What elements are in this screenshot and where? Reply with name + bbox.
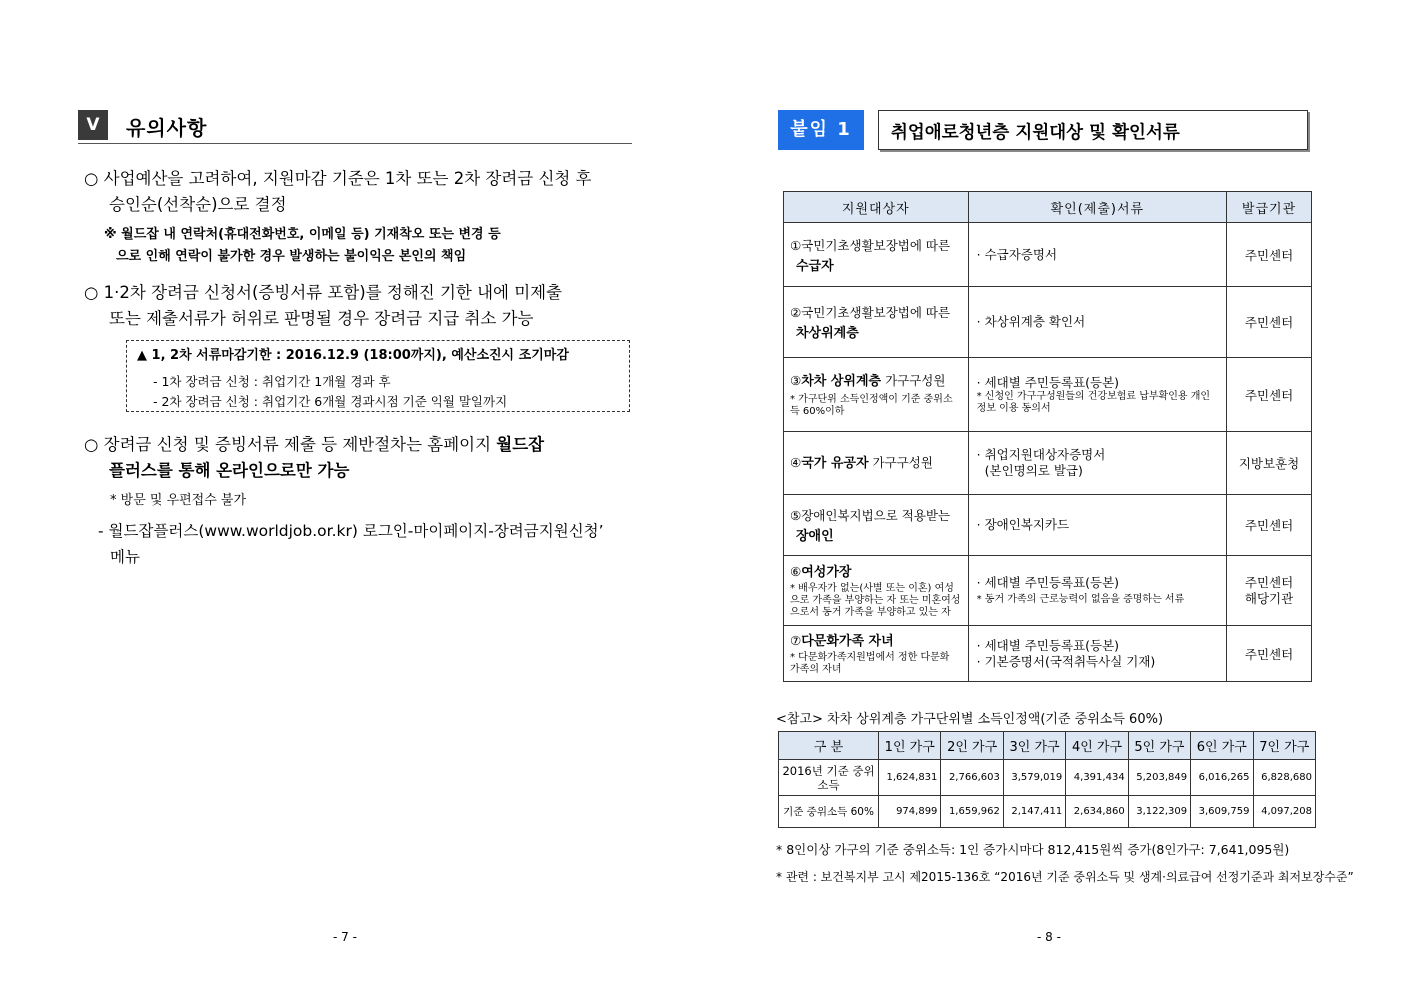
deadline-item-2: - 2차 장려금 신청 : 취업기간 6개월 경과시점 기준 익월 말일까지 bbox=[153, 394, 508, 409]
ref-cell: 3,609,759 bbox=[1191, 796, 1253, 828]
documents-cell bbox=[968, 287, 1226, 358]
reference-caption: <참고> 차차 상위계층 가구단위별 소득인정액(기준 중위소득 60%) bbox=[776, 712, 1164, 727]
document-note: * 신청인 가구구성원들의 건강보험료 납부확인용 개인정보 이용 동의서 bbox=[976, 390, 1211, 414]
ref-cell: 1,624,831 bbox=[879, 760, 941, 796]
target-note: * 배우자가 없는(사별 또는 이혼) 여성으로 가족을 부양하는 자 또는 미혼여성으로서 동거 가족을 부양하고 있는 자 bbox=[790, 583, 961, 618]
header-target: 지원대상자 bbox=[784, 192, 969, 223]
document-item: · 차상위계층 확인서 bbox=[976, 314, 1086, 329]
ref-header-row bbox=[779, 732, 1316, 760]
section-number-badge: Ⅴ bbox=[78, 110, 108, 140]
footnote-1: * 8인이상 가구의 기준 중위소득: 1인 증가시마다 812,415원씩 증가(8인가구: 7,641,095원) bbox=[776, 842, 1290, 857]
table-row bbox=[784, 223, 1312, 287]
table-row bbox=[784, 556, 1312, 626]
paragraph-1-note-line-1: ※ 월드잡 내 연락처(휴대전화번호, 이메일 등) 기재착오 또는 변경 등 bbox=[104, 227, 501, 242]
target-text: ③ bbox=[790, 373, 802, 388]
target-text: ②국민기초생활보장법에 따른 bbox=[790, 305, 951, 320]
ref-cell: 2,634,860 bbox=[1066, 796, 1128, 828]
target-cell bbox=[784, 432, 969, 495]
ref-header-col: 4인 가구 bbox=[1066, 732, 1128, 760]
document-item: · 세대별 주민등록표(등본) bbox=[976, 575, 1120, 590]
ref-cell: 1,659,962 bbox=[941, 796, 1003, 828]
footnote-2: * 관련 : 보건복지부 고시 제2015-136호 “2016년 기준 중위소득 및 생계·의료급여 선정기준과 최저보장수준” bbox=[776, 870, 1354, 884]
documents-cell bbox=[968, 626, 1226, 682]
issuer-cell: 지방보훈청 bbox=[1227, 432, 1312, 495]
ref-header-label: 구 분 bbox=[779, 732, 879, 760]
issuer-cell: 주민센터 bbox=[1227, 287, 1312, 358]
target-cell bbox=[784, 495, 969, 556]
paragraph-3-line-1 bbox=[84, 432, 544, 458]
target-bold-text: 수급자 bbox=[796, 258, 834, 274]
paragraph-3-worldjob: 월드잡 bbox=[496, 435, 545, 454]
paragraph-3-line-2: 플러스를 통해 온라인으로만 가능 bbox=[109, 461, 350, 480]
eligibility-table bbox=[783, 191, 1312, 682]
table-row bbox=[784, 432, 1312, 495]
section-header bbox=[78, 108, 632, 144]
ref-cell: 6,828,680 bbox=[1253, 760, 1315, 796]
documents-cell bbox=[968, 223, 1226, 287]
table-row bbox=[784, 287, 1312, 358]
paragraph-2-line-2: 또는 제출서류가 허위로 판명될 경우 장려금 지급 취소 가능 bbox=[109, 309, 534, 328]
target-cell bbox=[784, 358, 969, 432]
paragraph-3-text: ○ 장려금 신청 및 증빙서류 제출 등 제반절차는 홈페이지 bbox=[84, 435, 497, 454]
ref-header-col: 7인 가구 bbox=[1253, 732, 1315, 760]
target-suffix: 가구구성원 bbox=[881, 373, 946, 388]
ref-cell: 4,391,434 bbox=[1066, 760, 1128, 796]
paragraph-3-menu-line-1: - 월드잡플러스(www.worldjob.or.kr) 로그인-마이페이지-장려금지원신청’ bbox=[98, 522, 604, 540]
document-item: · 장애인복지카드 bbox=[976, 517, 1070, 532]
target-text: ⑤장애인복지법으로 적용받는 bbox=[790, 508, 951, 523]
ref-cell: 6,016,265 bbox=[1191, 760, 1253, 796]
income-reference-table bbox=[778, 731, 1316, 828]
target-cell bbox=[784, 223, 969, 287]
ref-cell: 974,899 bbox=[879, 796, 941, 828]
target-cell bbox=[784, 287, 969, 358]
documents-cell bbox=[968, 556, 1226, 626]
header-issuer: 발급기관 bbox=[1227, 192, 1312, 223]
ref-cell: 3,122,309 bbox=[1128, 796, 1190, 828]
paragraph-1-line-1: ○ 사업예산을 고려하여, 지원마감 기준은 1차 또는 2차 장려금 신청 후 bbox=[84, 169, 592, 188]
documents-cell bbox=[968, 495, 1226, 556]
page-number-left: - 7 - bbox=[333, 930, 357, 944]
deadline-box bbox=[126, 340, 630, 412]
document-item: · 취업지원대상자증명서 bbox=[976, 447, 1106, 462]
issuer-cell: 주민센터 bbox=[1227, 626, 1312, 682]
target-cell bbox=[784, 626, 969, 682]
issuer-cell: 주민센터 해당기관 bbox=[1227, 556, 1312, 626]
target-bold-text: 차차 상위계층 bbox=[801, 374, 882, 389]
header-documents: 확인(제출)서류 bbox=[968, 192, 1226, 223]
document-note: * 동거 가족의 근로능력이 없음을 증명하는 서류 bbox=[976, 594, 1185, 605]
issuer-cell: 주민센터 bbox=[1227, 358, 1312, 432]
page-number-right: - 8 - bbox=[1037, 930, 1061, 944]
issuer-cell: 주민센터 bbox=[1227, 495, 1312, 556]
ref-header-col: 6인 가구 bbox=[1191, 732, 1253, 760]
section-title: 유의사항 bbox=[126, 116, 208, 140]
table-row bbox=[779, 760, 1316, 796]
paragraph-1-line-2: 승인순(선착순)으로 결정 bbox=[109, 195, 287, 214]
ref-header-col: 1인 가구 bbox=[879, 732, 941, 760]
target-suffix: 가구구성원 bbox=[868, 455, 933, 470]
deadline-title: ▲ 1, 2차 서류마감기한 : 2016.12.9 (18:00까지), 예산소진시 조기마감 bbox=[137, 348, 569, 363]
table-row bbox=[784, 626, 1312, 682]
ref-row-label: 2016년 기준 중위소득 bbox=[779, 760, 879, 796]
target-note: * 가구단위 소득인정액이 기준 중위소득 60%이하 bbox=[790, 394, 953, 417]
target-text: ⑦ bbox=[790, 633, 802, 648]
target-bold-text: 다문화가족 자녀 bbox=[801, 634, 894, 649]
table-row bbox=[784, 358, 1312, 432]
table-row bbox=[784, 495, 1312, 556]
ref-cell: 5,203,849 bbox=[1128, 760, 1190, 796]
document-item: · 세대별 주민등록표(등본) bbox=[976, 374, 1120, 390]
ref-header-col: 3인 가구 bbox=[1003, 732, 1065, 760]
ref-header-col: 5인 가구 bbox=[1128, 732, 1190, 760]
issuer-cell: 주민센터 bbox=[1227, 223, 1312, 287]
annex-badge: 붙임 1 bbox=[778, 110, 864, 150]
annex-title: 취업애로청년층 지원대상 및 확인서류 bbox=[891, 123, 1180, 143]
ref-cell: 3,579,019 bbox=[1003, 760, 1065, 796]
annex-title-box bbox=[878, 110, 1308, 150]
target-note: * 다문화가족지원법에서 정한 다문화 가족의 자녀 bbox=[790, 652, 950, 675]
deadline-item-1: - 1차 장려금 신청 : 취업기간 1개월 경과 후 bbox=[153, 374, 391, 389]
ref-cell: 2,766,603 bbox=[941, 760, 1003, 796]
target-cell bbox=[784, 556, 969, 626]
target-text: ①국민기초생활보장법에 따른 bbox=[790, 237, 951, 253]
ref-cell: 4,097,208 bbox=[1253, 796, 1315, 828]
target-bold-text: 차상위계층 bbox=[796, 326, 859, 341]
target-bold-text: 장애인 bbox=[796, 529, 834, 544]
table-row bbox=[779, 796, 1316, 828]
paragraph-2-line-1: ○ 1·2차 장려금 신청서(증빙서류 포함)를 정해진 기한 내에 미제출 bbox=[84, 283, 563, 302]
target-bold-text: 국가 유공자 bbox=[801, 456, 869, 471]
target-text: ④ bbox=[790, 455, 802, 470]
documents-cell bbox=[968, 432, 1226, 495]
document-item: (본인명의로 발급) bbox=[984, 463, 1083, 478]
paragraph-3-note: * 방문 및 우편접수 불가 bbox=[110, 493, 247, 508]
document-item: · 수급자증명서 bbox=[976, 246, 1058, 262]
ref-cell: 2,147,411 bbox=[1003, 796, 1065, 828]
target-bold-text: 여성가장 bbox=[801, 565, 852, 580]
paragraph-1-note-line-2: 으로 인해 연락이 불가한 경우 발생하는 불이익은 본인의 책임 bbox=[116, 249, 467, 264]
table-header-row bbox=[784, 192, 1312, 223]
ref-row-label: 기준 중위소득 60% bbox=[779, 796, 879, 828]
document-item: · 세대별 주민등록표(등본) bbox=[976, 637, 1120, 653]
paragraph-3-menu-line-2: 메뉴 bbox=[110, 548, 140, 566]
documents-cell bbox=[968, 358, 1226, 432]
document-item: · 기본증명서(국적취득사실 기재) bbox=[976, 653, 1156, 669]
target-text: ⑥ bbox=[790, 564, 802, 579]
ref-header-col: 2인 가구 bbox=[941, 732, 1003, 760]
